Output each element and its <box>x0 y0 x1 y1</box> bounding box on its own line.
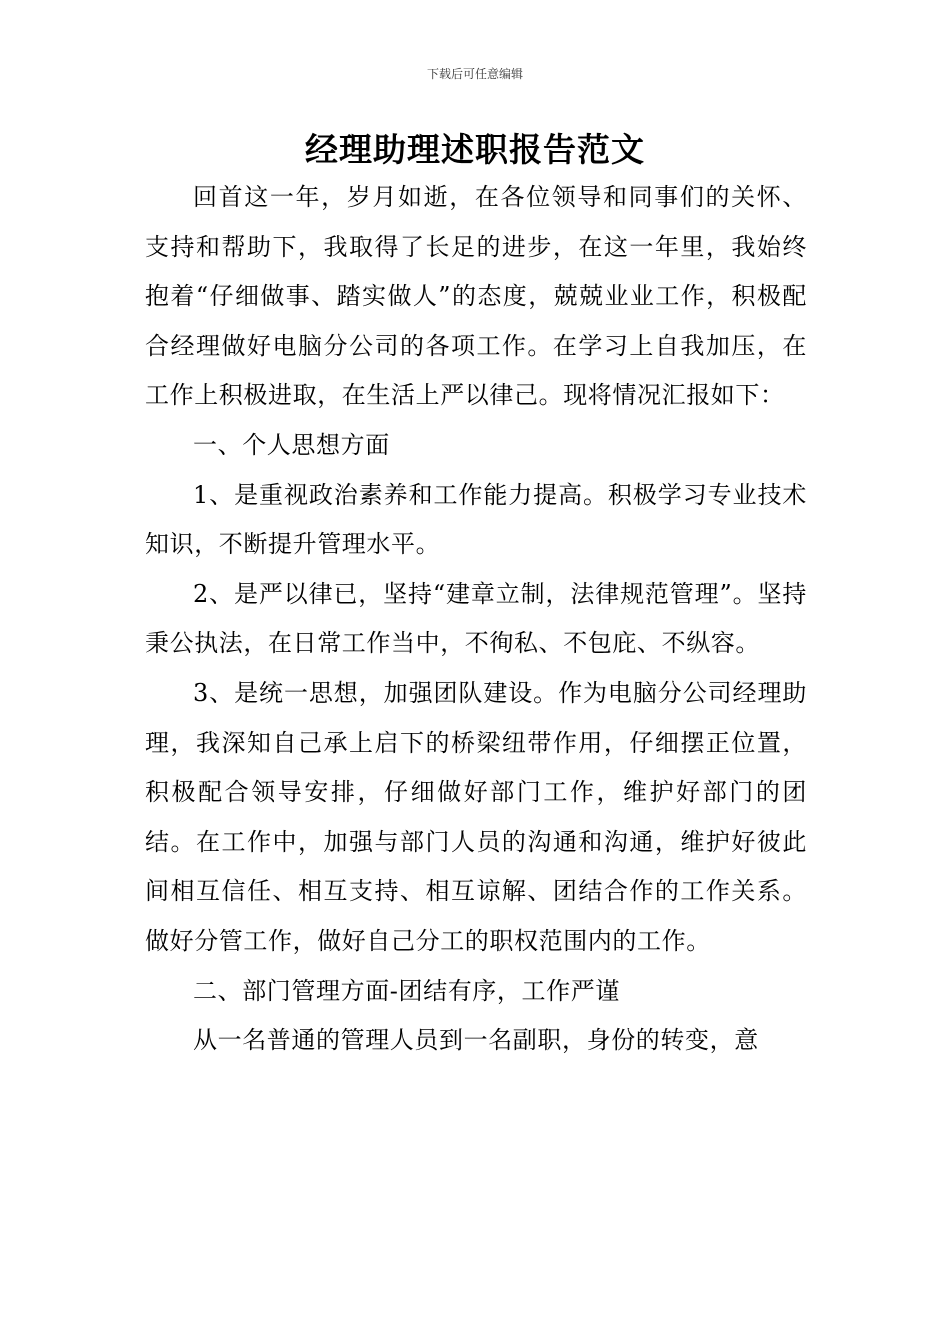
section-heading-department-management: 二、部门管理方面-团结有序，工作严谨 <box>193 976 620 1005</box>
paragraph-item-2: 2、是严以律已，坚持“建章立制，法律规范管理”。坚持秉公执法，在日常工作当中，不徇私、不包庇、不纵容。 <box>145 579 807 658</box>
document-body <box>145 173 807 1066</box>
paragraph-item-1: 1、是重视政治素养和工作能力提高。积极学习专业技术知识，不断提升管理水平。 <box>145 480 807 559</box>
section-heading-personal-thought: 一、个人思想方面 <box>193 430 390 459</box>
paragraph-continuation: 从一名普通的管理人员到一名副职，身份的转变，意 <box>193 1026 759 1055</box>
document-title: 经理助理述职报告范文 <box>305 130 645 169</box>
header-note: 下载后可任意编辑 <box>426 67 523 81</box>
paragraph-item-3: 3、是统一思想，加强团队建设。作为电脑分公司经理助理，我深知自己承上启下的桥梁纽带作用，仔细摆正位置，积极配合领导安排，仔细做好部门工作，维护好部门的团结。在工作中，加强与部门人员的沟通和沟通，维护好彼此间相互信任、相互支持、相互谅解、团结合作的工作关系。做好分管工作，做好自己分工的职权范围内的工作。 <box>145 678 807 955</box>
paragraph-intro: 回首这一年，岁月如逝，在各位领导和同事们的关怀、支持和帮助下，我取得了长足的进步，在这一年里，我始终抱着“仔细做事、踏实做人”的态度，兢兢业业工作，积极配合经理做好电脑分公司的各项工作。在学习上自我加压，在工作上积极进取，在生活上严以律己。现将情况汇报如下： <box>145 183 807 410</box>
